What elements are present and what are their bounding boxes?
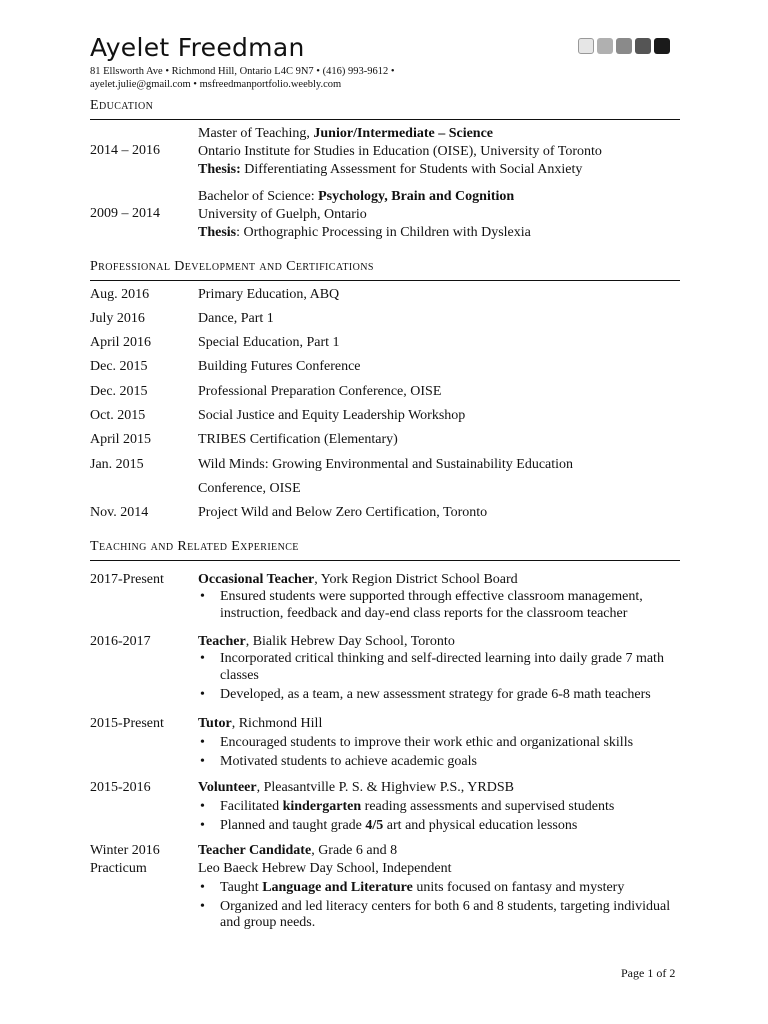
degree: Bachelor of Science: (198, 189, 319, 204)
date-line: Practicum (90, 861, 147, 876)
bullet-text: art and physical education lessons (383, 817, 578, 833)
experience-bullets (198, 735, 688, 770)
role: Teacher (198, 634, 246, 649)
degree-field: Psychology, Brain and Cognition (318, 189, 515, 204)
experience-bullets (198, 589, 688, 622)
bullet-text: Taught (220, 880, 263, 895)
bullet-item: • Developed, as a team, a new assessment strategy for grade 6-8 math teachers (198, 687, 688, 704)
decorative-squares (578, 38, 670, 54)
experience-dates (90, 842, 195, 878)
pd-item: Social Justice and Equity Leadership Workshop (198, 408, 466, 423)
experience-title (198, 779, 688, 797)
pd-item: Professional Preparation Conference, OISE (198, 384, 442, 399)
date-line: Winter 2016 (90, 843, 160, 858)
section-title-professional: Professional Development and Certifications (90, 259, 374, 274)
bullet-item: • Organized and led literacy centers for both 6 and 8 students, targeting individual and group needs. (198, 899, 688, 932)
pd-item: Primary Education, ABQ (198, 287, 340, 302)
bullet-bold: kindergarten (282, 799, 362, 814)
degree-field: Junior/Intermediate – Science (313, 126, 494, 141)
organization: , Bialik Hebrew Day School, Toronto (245, 634, 455, 649)
section-rule (90, 119, 680, 120)
bullet-bold: Language and Literature (262, 880, 413, 895)
square-2 (597, 38, 613, 54)
bullet-item: • Incorporated critical thinking and self-directed learning into daily grade 7 math classes (198, 651, 688, 684)
organization: , York Region District School Board (314, 572, 518, 587)
pd-item: Project Wild and Below Zero Certification, Toronto (198, 505, 488, 520)
education-degree-line (198, 188, 688, 206)
section-rule (90, 280, 680, 281)
square-1 (578, 38, 594, 54)
contact-line-1: 81 Ellsworth Ave • Richmond Hill, Ontario L4C 9N7 • (416) 993-9612 • (90, 66, 395, 77)
pd-date: Dec. 2015 (90, 359, 148, 374)
pd-date: April 2016 (90, 335, 152, 350)
bullet-text: Planned and taught grade (220, 817, 366, 833)
education-institution: Ontario Institute for Studies in Education (OISE), University of Toronto (198, 144, 602, 159)
pd-item: Building Futures Conference (198, 359, 361, 374)
section-title-teaching: Teaching and Related Experience (90, 539, 299, 554)
bullet-item: • Motivated students to achieve academic goals (198, 754, 688, 771)
role: Occasional Teacher (198, 572, 315, 587)
pd-date: Nov. 2014 (90, 505, 149, 520)
role: Teacher Candidate (198, 843, 312, 858)
bullet-item: • Ensured students were supported through effective classroom management, instruction, feedback and day-end class reports for the classroom teacher (198, 589, 688, 622)
pd-item: Dance, Part 1 (198, 311, 274, 326)
bullet-text: units focused on fantasy and mystery (412, 880, 625, 895)
pd-item-line: Conference, OISE (198, 481, 301, 496)
pd-item: Special Education, Part 1 (198, 335, 340, 350)
pd-item-line: Wild Minds: Growing Environmental and Sustainability Education (198, 457, 574, 472)
thesis-title: Differentiating Assessment for Students with Social Anxiety (240, 162, 583, 177)
experience-dates: 2015-Present (90, 716, 164, 731)
organization: , Richmond Hill (231, 716, 323, 731)
experience-dates: 2017-Present (90, 572, 164, 587)
pd-date: July 2016 (90, 311, 145, 326)
bullet-text: reading assessments and supervised students (361, 799, 615, 814)
bullet-item (198, 880, 688, 897)
experience-title (198, 715, 688, 733)
page-number: Page 1 of 2 (621, 966, 676, 980)
thesis-label: Thesis (198, 225, 237, 240)
bullet-item (198, 818, 688, 835)
section-title-education: Education (90, 98, 154, 113)
square-4 (635, 38, 651, 54)
education-degree-line (198, 125, 688, 143)
thesis-title: : Orthographic Processing in Children with Dyslexia (236, 225, 531, 240)
experience-title (198, 842, 688, 860)
degree: Master of Teaching, (198, 126, 314, 141)
experience-bullets (198, 880, 688, 932)
organization: , Pleasantville P. S. & Highview P.S., YRDSB (256, 780, 514, 795)
role: Tutor (198, 716, 232, 731)
pd-date: April 2015 (90, 432, 152, 447)
bullet-text: Facilitated (220, 799, 283, 814)
education-institution: University of Guelph, Ontario (198, 207, 367, 222)
thesis-label: Thesis: (198, 162, 241, 177)
square-5 (654, 38, 670, 54)
bullet-item: • Encouraged students to improve their work ethic and organizational skills (198, 735, 688, 752)
experience-bullets (198, 799, 688, 834)
experience-bullets (198, 651, 688, 704)
organization: , Grade 6 and 8 (311, 843, 398, 858)
pd-date: Jan. 2015 (90, 457, 144, 472)
education-dates: 2014 – 2016 (90, 143, 160, 158)
resume-name: Ayelet Freedman (90, 33, 305, 62)
square-3 (616, 38, 632, 54)
pd-item (198, 456, 688, 498)
pd-item: TRIBES Certification (Elementary) (198, 432, 398, 447)
education-thesis (198, 161, 688, 179)
experience-school: Leo Baeck Hebrew Day School, Independent (198, 861, 452, 876)
bullet-bold: 4/5 (365, 817, 384, 833)
experience-dates: 2016-2017 (90, 634, 151, 649)
contact-line-2: ayelet.julie@gmail.com • msfreedmanportfolio.weebly.com (90, 79, 342, 90)
section-rule (90, 560, 680, 561)
pd-date: Dec. 2015 (90, 384, 148, 399)
education-thesis (198, 224, 688, 242)
experience-title (198, 633, 688, 651)
experience-title (198, 571, 688, 589)
pd-date: Oct. 2015 (90, 408, 146, 423)
role: Volunteer (198, 780, 257, 795)
education-dates: 2009 – 2014 (90, 206, 160, 221)
experience-dates: 2015-2016 (90, 780, 151, 795)
bullet-item (198, 799, 688, 816)
pd-date: Aug. 2016 (90, 287, 150, 302)
